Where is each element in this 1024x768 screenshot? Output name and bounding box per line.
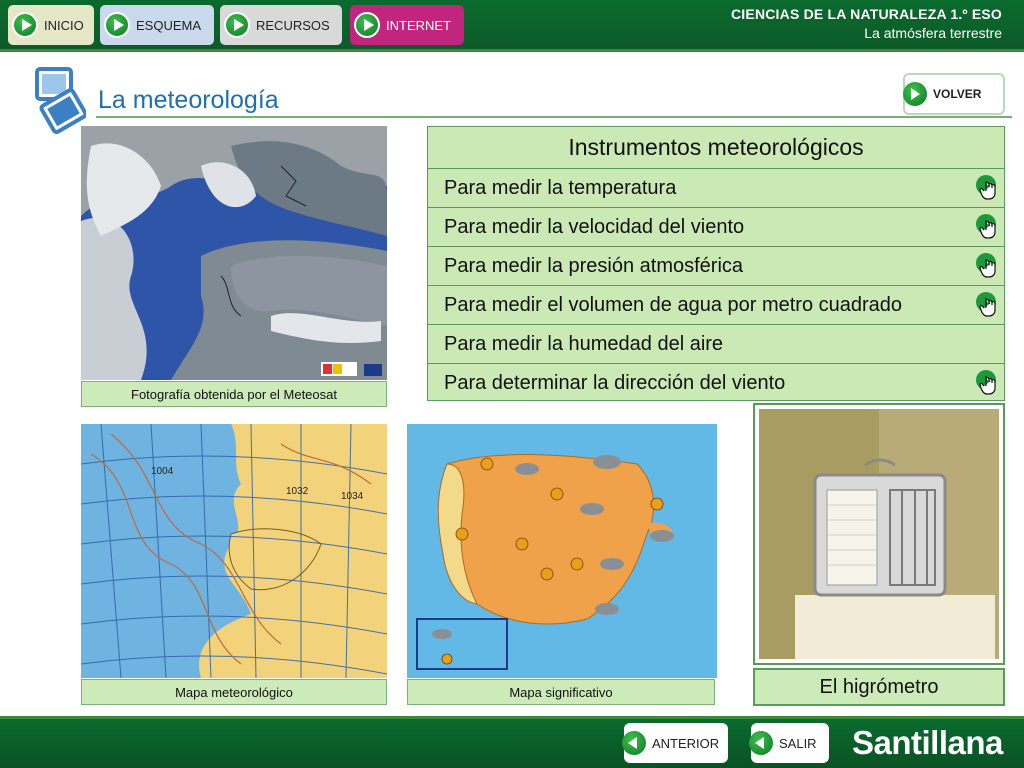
instruments-table <box>427 126 1005 401</box>
hand-pointer-icon[interactable] <box>976 370 1002 396</box>
significant-map-image <box>407 424 717 678</box>
play-icon <box>903 82 927 106</box>
hand-pointer-icon[interactable] <box>976 292 1002 318</box>
anterior-button[interactable] <box>624 723 728 763</box>
svg-text:1004: 1004 <box>151 466 174 477</box>
meteosat-photo <box>81 126 387 380</box>
esquema-label: ESQUEMA <box>136 17 202 33</box>
salir-label: SALIR <box>779 735 817 751</box>
instrument-label: Para medir el volumen de agua por metro cuadrado <box>444 293 903 316</box>
satellite-caption: Fotografía obtenida por el Meteosat <box>81 381 387 407</box>
instrument-row-pressure <box>428 247 1004 286</box>
instrument-row-rainfall <box>428 286 1004 325</box>
instrument-row-temperature <box>428 169 1004 208</box>
instrument-row-wind-speed <box>428 208 1004 247</box>
hygrometer-image <box>755 405 1003 663</box>
weather-map <box>81 424 387 678</box>
page-title: La meteorología <box>98 86 279 114</box>
svg-text:1034: 1034 <box>341 491 364 502</box>
course-info <box>731 6 1002 41</box>
weather-map-caption: Mapa meteorológico <box>81 679 387 705</box>
volver-button[interactable] <box>903 73 1005 115</box>
hand-pointer-icon[interactable] <box>976 175 1002 201</box>
esquema-button[interactable] <box>100 5 214 45</box>
internet-button[interactable] <box>350 5 464 45</box>
hand-pointer-icon[interactable] <box>976 214 1002 240</box>
instruments-title: Instrumentos meteorológicos <box>428 127 1004 169</box>
play-icon <box>12 12 38 38</box>
play-icon <box>224 12 250 38</box>
weather-map-image <box>81 424 387 678</box>
unit-title: La atmósfera terrestre <box>864 25 1002 41</box>
instrument-label: Para medir la presión atmosférica <box>444 254 744 277</box>
santillana-logo: Santillana <box>852 724 1003 761</box>
play-icon <box>104 12 130 38</box>
recursos-button[interactable] <box>220 5 342 45</box>
instrument-row-wind-direction <box>428 364 1004 403</box>
hygrometer-caption: El higrómetro <box>753 668 1005 706</box>
hygrometer-photo <box>753 403 1005 665</box>
internet-label: INTERNET <box>386 17 451 33</box>
back-icon <box>749 731 773 755</box>
anterior-label: ANTERIOR <box>652 735 720 751</box>
significant-map-caption: Mapa significativo <box>407 679 715 705</box>
inicio-button[interactable] <box>8 5 94 45</box>
inicio-label: INICIO <box>44 17 84 33</box>
instrument-label: Para determinar la dirección del viento <box>444 372 786 394</box>
instrument-label: Para medir la temperatura <box>444 176 677 199</box>
instrument-label: Para medir la humedad del aire <box>444 332 724 355</box>
course-title: CIENCIAS DE LA NATURALEZA 1.º ESO <box>731 6 1002 22</box>
play-icon <box>354 12 380 38</box>
hand-pointer-icon[interactable] <box>976 253 1002 279</box>
title-divider <box>96 116 1012 118</box>
svg-text:1032: 1032 <box>286 486 309 497</box>
instrument-label: Para medir la velocidad del viento <box>444 215 745 238</box>
significant-map <box>407 424 717 678</box>
back-icon <box>622 731 646 755</box>
volver-label: VOLVER <box>933 87 982 101</box>
instrument-row-humidity <box>428 325 1004 364</box>
meteosat-image <box>81 126 387 380</box>
salir-button[interactable] <box>751 723 829 763</box>
window-logo-icon <box>34 66 86 134</box>
recursos-label: RECURSOS <box>256 17 330 33</box>
